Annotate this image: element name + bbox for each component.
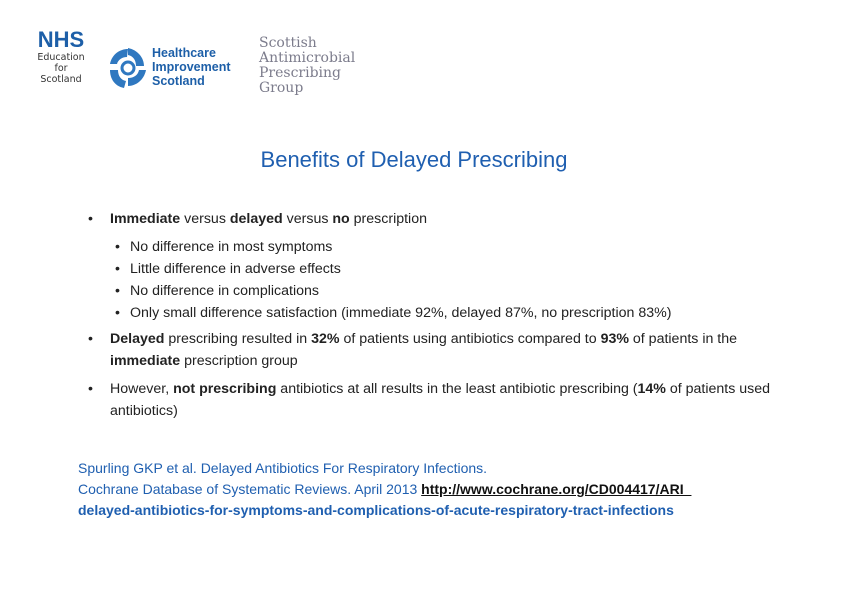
- reference-line1: Spurling GKP et al. Delayed Antibiotics For Respiratory Infections.: [78, 460, 488, 476]
- bullet-list: [88, 208, 778, 422]
- bullet-comparison: [88, 208, 778, 230]
- sub-bullet-text: No difference in complications: [130, 283, 320, 299]
- nhs-line1: Education: [37, 52, 85, 63]
- reference-line2: [78, 479, 778, 500]
- sapg-logo: [259, 36, 355, 96]
- sub-bullet-list: [88, 236, 778, 324]
- nhs-line3: Scotland: [40, 74, 82, 85]
- page-title: Benefits of Delayed Prescribing: [260, 147, 568, 172]
- text-segment: of patients using antibiotics compared to: [339, 331, 601, 347]
- reference: [78, 458, 778, 521]
- bullet-dot-icon: •: [88, 211, 93, 227]
- his-line2: Improvement: [152, 60, 231, 74]
- text-segment: However,: [110, 381, 174, 397]
- bullet-dot-icon: •: [115, 239, 120, 255]
- text-segment: antibiotics at all results in the least antibiotic prescribing (: [276, 381, 638, 397]
- sub-bullet: [88, 236, 778, 258]
- sub-bullet: [88, 302, 778, 324]
- sub-bullet-text: No difference in most symptoms: [130, 239, 333, 255]
- text-segment: of patients in the: [628, 331, 738, 347]
- reference-link-continuation[interactable]: delayed-antibiotics-for-symptoms-and-complications-of-acute-respiratory-tract-infections: [78, 502, 674, 518]
- text-14-percent: 14%: [637, 381, 666, 397]
- text-versus-1: versus: [180, 211, 230, 227]
- text-no: no: [332, 211, 350, 227]
- sapg-line3: Prescribing: [259, 65, 342, 81]
- nhs-mark: NHS: [37, 27, 85, 52]
- his-emblem-icon: [108, 46, 148, 90]
- bullet-dot-icon: •: [115, 305, 120, 321]
- bullet-dot-icon: •: [115, 261, 120, 277]
- sapg-line2: Antimicrobial: [259, 50, 356, 66]
- text-immediate: Immediate: [110, 211, 181, 227]
- text-versus-2: versus: [282, 211, 333, 227]
- bullet-not-prescribing: [88, 378, 778, 422]
- nhs-education-scotland-logo: [30, 28, 92, 85]
- his-line1: Healthcare: [152, 46, 216, 60]
- text-93-percent: 93%: [600, 331, 629, 347]
- sapg-line4: Group: [259, 80, 304, 96]
- nhs-line2: for: [54, 63, 68, 74]
- healthcare-improvement-scotland-logo: [108, 44, 248, 94]
- reference-journal: Cochrane Database of Systematic Reviews. April 2013: [78, 481, 422, 497]
- sub-bullet-text: Only small difference satisfaction (immediate 92%, delayed 87%, no prescription 83%): [130, 305, 672, 321]
- text-delayed: Delayed: [110, 331, 165, 347]
- text-32-percent: 32%: [311, 331, 340, 347]
- sub-bullet-text: Little difference in adverse effects: [130, 261, 341, 277]
- text-immediate: immediate: [110, 353, 181, 369]
- sapg-line1: Scottish: [259, 35, 317, 51]
- bullet-delayed-result: [88, 328, 778, 372]
- bullet-dot-icon: •: [88, 331, 93, 347]
- bullet-dot-icon: •: [88, 381, 93, 397]
- text-not-prescribing: not prescribing: [173, 381, 277, 397]
- text-segment: of patients used antibiotics): [110, 381, 771, 419]
- bullet-dot-icon: •: [115, 283, 120, 299]
- reference-link[interactable]: http://www.cochrane.org/CD004417/ARI_: [421, 481, 692, 497]
- text-delayed: delayed: [229, 211, 283, 227]
- sub-bullet: [88, 280, 778, 302]
- sub-bullet: [88, 258, 778, 280]
- text-segment: prescribing resulted in: [164, 331, 312, 347]
- text-segment: prescription group: [180, 353, 298, 369]
- his-line3: Scotland: [152, 74, 205, 88]
- text-prescription: prescription: [349, 211, 427, 227]
